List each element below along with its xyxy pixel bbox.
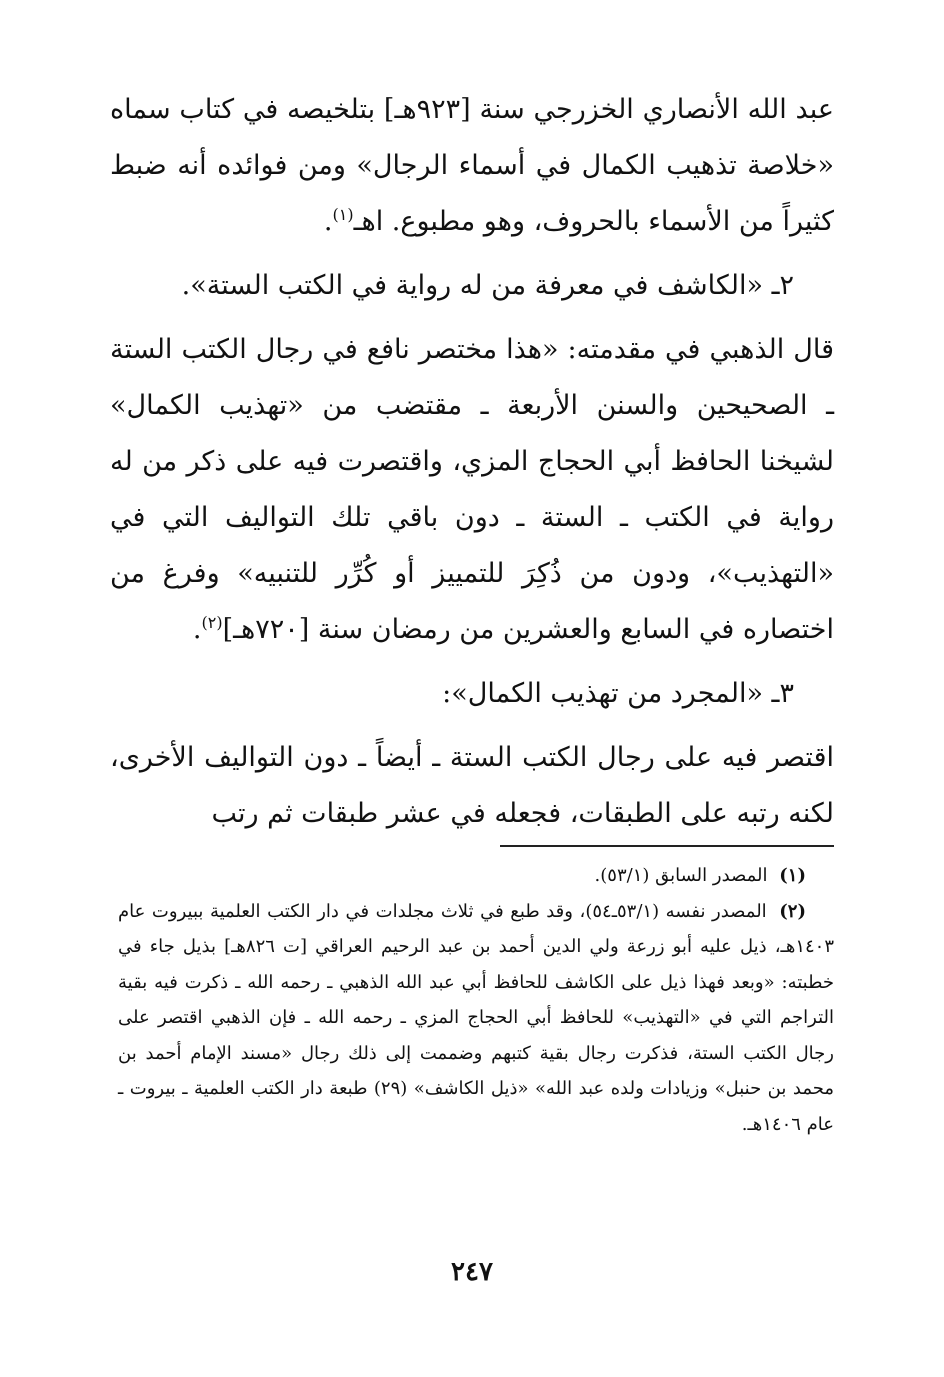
footnote-text: المصدر نفسه (٥٣/١ـ٥٤)، وقد طبع في ثلاث مجلدات في دار الكتب العلمية ببيروت عام ١٤٠٣هـ، ذيل عليه أبو زرعة ولي الدين أحمد بن عبد الرحيم العراقي [ت ٨٢٦هـ] بذيل جاء في خطبته: «وبعد فهذا ذيل على الكاشف للحافظ أبي عبد الله الذهبي ـ رحمه الله ـ ذكرت فيه بقية التراجم التي في «التهذيب» للحافظ أبي الحجاج المزي ـ رحمه الله ـ فإن الذهبي اقتصر على رجال الكتب الستة، فذكرت رجال بقية كتبهم وضممت إلى ذلك رجال «مسند الإمام أحمد بن محمد بن حنبل» وزيادات ولده عبد الله» «ذيل الكاشف» (٢٩) طبعة دار الكتب العلمية ـ بيروت ـ عام ١٤٠٦هـ. (118, 900, 834, 1135)
paragraph-continuation (110, 82, 834, 250)
footnote-ref-1: (١) (332, 205, 354, 224)
footnote-number: (٢) (779, 900, 806, 922)
section-heading-2: ٢ـ «الكاشف في معرفة من له رواية في الكتب الستة». (181, 270, 794, 301)
paragraph-text: قال الذهبي في مقدمته: «هذا مختصر نافع في رجال الكتب الستة ـ الصحيحين والسنن الأربعة ـ مقتضب من «تهذيب الكمال» لشيخنا الحافظ أبي الحجاج المزي، واقتصرت فيه على ذكر من له رواية في الكتب ـ الستة ـ دون باقي تلك التواليف التي في «التهذيب»، ودون من ذُكِرَ للتمييز أو كُرِّر للتنبيه» وفرغ من اختصاره في السابع والعشرين من رمضان سنة [٧٢٠هـ] (110, 334, 834, 645)
section-heading-3: ٣ـ «المجرد من تهذيب الكمال»: (442, 678, 794, 709)
footnote-text: المصدر السابق (٥٣/١). (594, 865, 768, 886)
paragraph-end: . (323, 206, 333, 237)
main-text (110, 82, 834, 842)
footnote-2 (118, 894, 834, 1143)
footnote-1 (118, 858, 834, 894)
paragraph-mujarrad: اقتصر فيه على رجال الكتب الستة ـ أيضاً ـ دون التواليف الأخرى، لكنه رتبه على الطبقات، فجعله في عشر طبقات ثم رتب (110, 742, 834, 829)
paragraph-dhahabi-quote (110, 322, 834, 658)
footnote-number: (١) (779, 865, 806, 886)
paragraph-end: . (192, 614, 202, 645)
footnotes (118, 858, 834, 1142)
footnote-ref-2: (٢) (201, 613, 223, 632)
page-number: ٢٤٧ (451, 1257, 493, 1287)
footnote-separator (500, 845, 834, 847)
paragraph-text: عبد الله الأنصاري الخزرجي سنة [٩٢٣هـ] بتلخيصه في كتاب سماه «خلاصة تذهيب الكمال في أسماء الرجال» ومن فوائده أنه ضبط كثيراً من الأسماء بالحروف، وهو مطبوع. اهـ (110, 94, 834, 237)
